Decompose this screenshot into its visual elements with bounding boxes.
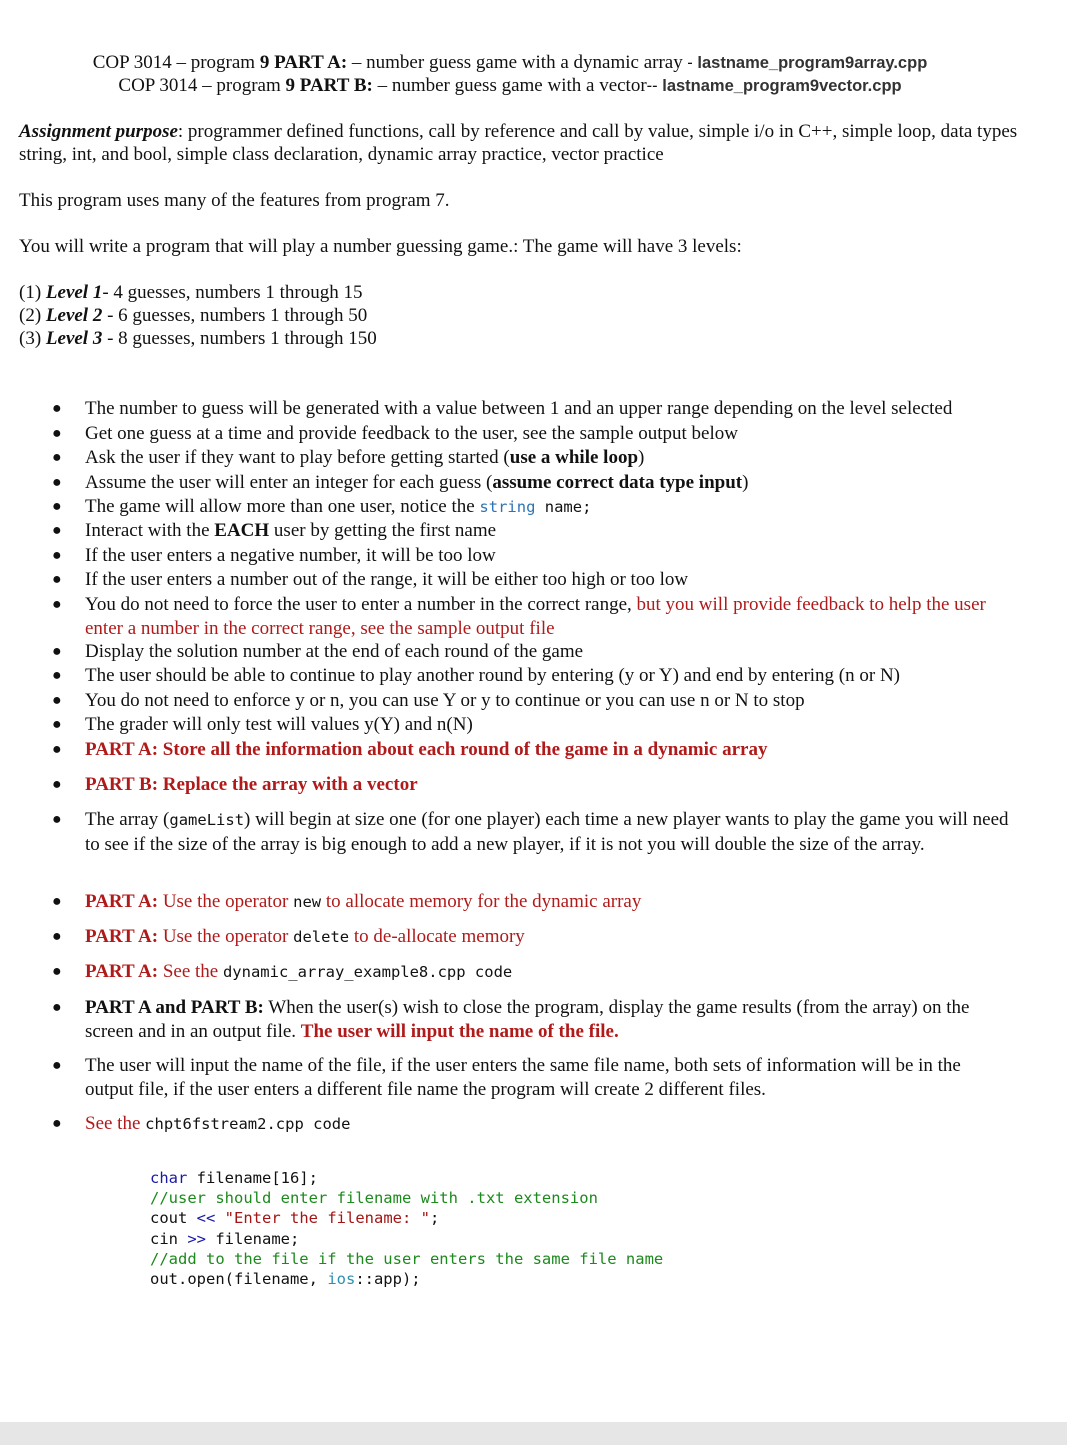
text-span: Use the operator <box>158 891 294 912</box>
page-bottom-bar <box>0 1422 1067 1445</box>
course-label: COP 3014 – program <box>118 75 286 96</box>
list-item-text <box>85 593 1012 640</box>
list-item-text: Get one guess at a time and provide feedback to the user, see the sample output below <box>85 423 738 444</box>
list-item-text: If the user enters a number out of the range, it will be either too high or too low <box>85 569 689 590</box>
code-text: out.open(filename, <box>150 1270 328 1289</box>
text-span: to allocate memory for the dynamic array <box>321 891 642 912</box>
list-item <box>52 471 1012 495</box>
list-item-text: PART B: Replace the array with a vector <box>85 774 418 795</box>
bullet-icon: ● <box>52 741 62 758</box>
text-span: Interact with the <box>85 520 215 541</box>
list-item <box>52 773 1012 797</box>
text-span: The array ( <box>85 809 170 830</box>
bullet-icon: ● <box>52 999 62 1016</box>
list-item <box>52 495 1012 520</box>
purpose-text: : programmer defined functions, call by reference and call by value, simple i/o in C++, simple loop, data types string, int, and bool, simple class declaration, dynamic array practice, vector practice <box>19 121 1018 165</box>
text-span: ) <box>742 472 749 493</box>
code-text: dynamic_array_example8.cpp code <box>222 963 513 981</box>
list-item <box>52 519 1012 543</box>
list-item <box>52 996 1012 1043</box>
code-text: cin <box>150 1229 188 1248</box>
text-span: The user will input the name of the file. <box>300 1020 619 1042</box>
title-sep: - <box>682 54 698 72</box>
list-item <box>52 1054 1012 1101</box>
text-span: use a while loop <box>509 447 639 468</box>
text-span: but you will provide feedback to help the user enter a number in the correct range, see the sample output file <box>85 594 986 639</box>
list-item-text <box>85 471 1012 495</box>
code-namespace: ios <box>327 1270 356 1289</box>
code-text: delete <box>293 928 350 946</box>
bullet-icon: ● <box>52 425 62 442</box>
code-line <box>150 1168 663 1188</box>
list-item <box>52 640 1012 664</box>
bullet-icon: ● <box>52 776 62 793</box>
level-desc: - 4 guesses, numbers 1 through 15 <box>102 282 363 303</box>
code-line <box>150 1269 663 1289</box>
code-comment: //user should enter filename with .txt extension <box>150 1189 598 1208</box>
list-item-text: Display the solution number at the end of each round of the game <box>85 641 584 662</box>
bullet-icon: ● <box>52 667 62 684</box>
level-name: Level 1 <box>45 282 103 303</box>
level-name: Level 3 <box>45 328 103 349</box>
bullet-icon: ● <box>52 571 62 588</box>
title-desc: – number guess game with a dynamic array <box>347 52 683 73</box>
code-text: new <box>293 893 322 911</box>
code-text: chpt6fstream2.cpp code <box>145 1115 351 1133</box>
bullet-icon: ● <box>52 893 62 910</box>
list-item-text <box>85 808 1012 856</box>
text-span: When the user(s) wish to close the program, display the game results (from the array) on the screen and in an output file. <box>85 997 970 1042</box>
intro-paragraph-1: This program uses many of the features from program 7. <box>19 190 450 211</box>
title-desc: – number guess game with a vector <box>372 75 647 96</box>
code-text: name; <box>535 498 592 516</box>
code-operator: >> <box>187 1229 206 1248</box>
list-item <box>52 664 1012 688</box>
bullet-icon: ● <box>52 547 62 564</box>
text-span: ) will begin at size one (for one player) each time a new player wants to play the game you will need to see if the size of the array is big enough to add a new player, if it is not you will double the size of the array. <box>85 809 1009 855</box>
bullet-icon: ● <box>52 811 62 828</box>
level-name: Level 2 <box>45 305 103 326</box>
course-label: COP 3014 – program <box>92 52 260 73</box>
list-item-text <box>85 446 1012 470</box>
code-keyword: char <box>150 1169 188 1187</box>
bullet-icon: ● <box>52 449 62 466</box>
bullet-icon: ● <box>52 963 62 980</box>
list-item <box>52 890 1012 915</box>
text-span: EACH <box>214 520 270 541</box>
text-span: Assume the user will enter an integer for each guess ( <box>85 472 493 493</box>
level-item <box>19 327 377 350</box>
level-item <box>19 304 367 327</box>
assignment-purpose <box>19 120 1019 166</box>
list-item-text: If the user enters a negative number, it will be too low <box>85 545 496 566</box>
list-item <box>52 808 1012 856</box>
level-desc: - 6 guesses, numbers 1 through 50 <box>102 305 368 326</box>
text-span: PART A: <box>85 926 159 947</box>
filename-part-b: lastname_program9vector.cpp <box>662 77 902 95</box>
list-item-text: PART A: Store all the information about each round of the game in a dynamic array <box>85 739 768 760</box>
list-item <box>52 713 1012 737</box>
text-span: user by getting the first name <box>269 520 497 541</box>
list-item-text: The user should be able to continue to play another round by entering (y or Y) and end by entering (n or N) <box>85 665 901 686</box>
level-desc: - 8 guesses, numbers 1 through 150 <box>102 328 377 349</box>
bullet-icon: ● <box>52 498 62 515</box>
intro-paragraph-2: You will write a program that will play a number guessing game.: The game will have 3 levels: <box>19 236 742 257</box>
bullet-icon: ● <box>52 716 62 733</box>
text-span: to de-allocate memory <box>349 926 525 947</box>
bullet-icon: ● <box>52 692 62 709</box>
code-operator: << <box>196 1209 216 1228</box>
list-item-text <box>85 495 1012 520</box>
text-span: PART A: <box>85 891 159 912</box>
title-line-part-b <box>0 74 1020 98</box>
purpose-label: Assignment purpose <box>19 121 178 142</box>
text-span: Ask the user if they want to play before getting started ( <box>85 447 510 468</box>
text-span: The game will allow more than one user, notice the <box>85 496 480 517</box>
filename-part-a: lastname_program9array.cpp <box>697 54 928 72</box>
bullet-icon: ● <box>52 400 62 417</box>
code-comment: //add to the file if the user enters the same file name <box>150 1249 664 1268</box>
list-item-text: The grader will only test will values y(Y) and n(N) <box>85 714 473 735</box>
list-item-text <box>85 519 1012 543</box>
code-snippet <box>150 1168 663 1289</box>
code-keyword: string <box>479 498 536 516</box>
code-text: ::app); <box>355 1270 421 1289</box>
list-item <box>52 960 1012 985</box>
list-item <box>52 689 1012 713</box>
code-line <box>150 1208 663 1228</box>
list-item <box>52 446 1012 470</box>
text-span: See the <box>85 1113 146 1134</box>
level-number: (1) <box>19 282 46 303</box>
list-item-text <box>85 890 1012 915</box>
bullet-icon: ● <box>52 1115 62 1132</box>
text-span: assume correct data type input <box>492 472 743 493</box>
code-text: filename[16]; <box>187 1169 318 1187</box>
list-item-text <box>85 925 1012 950</box>
title-line-part-a <box>0 51 1020 75</box>
text-span: ) <box>638 447 645 468</box>
part-label: 9 PART A: <box>259 52 348 73</box>
code-text: filename; <box>206 1229 300 1248</box>
code-text: gameList <box>169 811 245 829</box>
list-item <box>52 593 1012 640</box>
bullet-icon: ● <box>52 928 62 945</box>
text-span: See the <box>158 961 223 982</box>
text-span: PART A and PART B: <box>85 997 264 1018</box>
code-string: "Enter the filename: " <box>215 1209 430 1228</box>
list-item <box>52 1112 1012 1137</box>
list-item <box>52 925 1012 950</box>
list-item <box>52 422 1012 446</box>
text-span: You do not need to force the user to enter a number in the correct range, <box>85 594 637 615</box>
level-number: (3) <box>19 328 46 349</box>
code-line <box>150 1229 663 1249</box>
list-item-text <box>85 996 1012 1043</box>
list-item <box>52 568 1012 592</box>
list-item-text: The user will input the name of the file, if the user enters the same file name, both sets of information will be in the output file, if the user enters a different file name the program will create 2 different files. <box>85 1055 961 1100</box>
level-item <box>19 281 363 304</box>
bullet-icon: ● <box>52 596 62 613</box>
list-item-text: The number to guess will be generated with a value between 1 and an upper range depending on the level selected <box>85 398 953 419</box>
bullet-icon: ● <box>52 522 62 539</box>
code-text: cout <box>150 1209 197 1228</box>
text-span: Use the operator <box>158 926 294 947</box>
code-text: ; <box>429 1209 440 1228</box>
list-item <box>52 544 1012 568</box>
level-number: (2) <box>19 305 46 326</box>
list-item-text: You do not need to enforce y or n, you can use Y or y to continue or you can use n or N to stop <box>85 690 805 711</box>
bullet-icon: ● <box>52 474 62 491</box>
list-item-text <box>85 960 1012 985</box>
title-sep: -- <box>646 77 663 95</box>
list-item <box>52 397 1012 421</box>
text-span: PART A: <box>85 961 159 982</box>
list-item-text <box>85 1112 1012 1137</box>
part-label: 9 PART B: <box>285 75 373 96</box>
bullet-icon: ● <box>52 1057 62 1074</box>
bullet-icon: ● <box>52 643 62 660</box>
list-item <box>52 738 1012 762</box>
